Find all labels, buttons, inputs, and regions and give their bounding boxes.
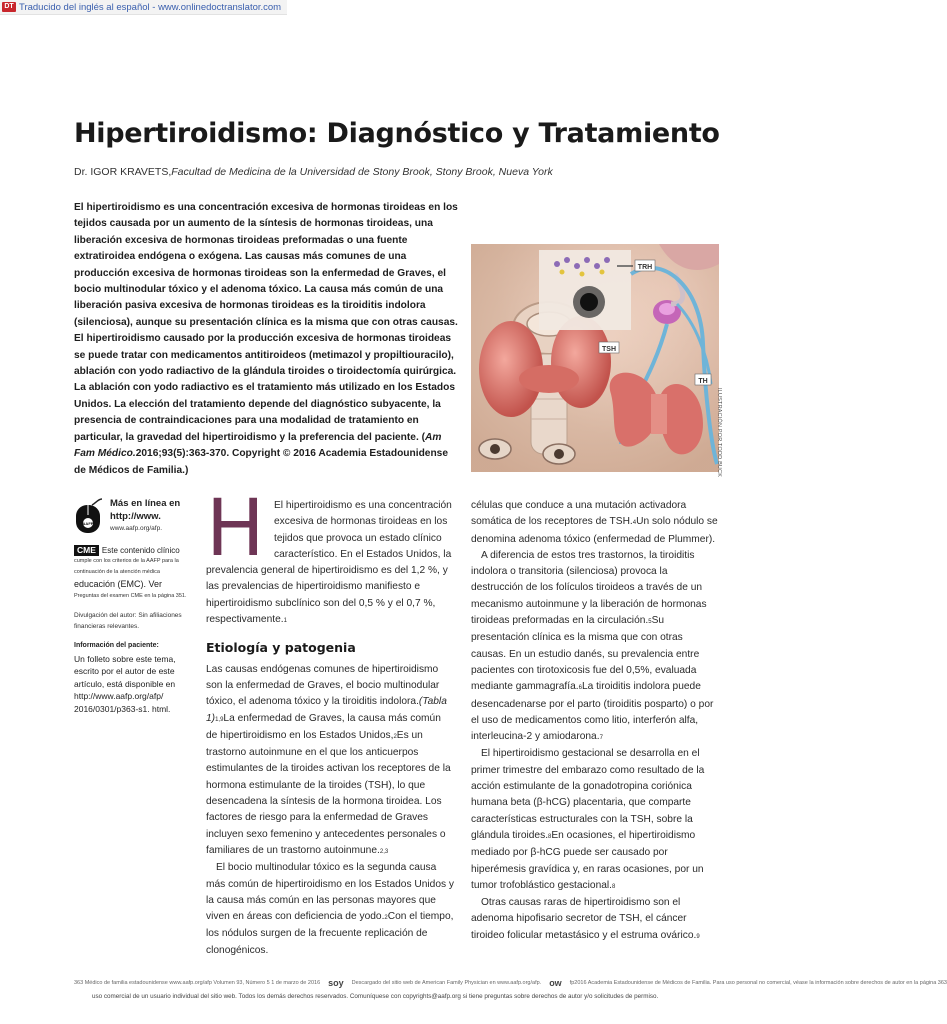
online-url-link[interactable]: www.aafp.org/afp.: [110, 525, 163, 532]
footnote-ref[interactable]: 8: [548, 833, 552, 840]
translator-banner-link[interactable]: Traducido del inglés al español - www.onlinedoctranslator.com: [19, 1, 282, 13]
online-resources[interactable]: [74, 497, 192, 535]
sidebar: [74, 497, 192, 715]
aafp-icon-text: AAFP: [82, 521, 94, 526]
thyroid-illustration-svg: [471, 244, 719, 472]
right-paragraph-3: El hipertiroidismo gestacional se desarrolla en el primer trimestre del embarazo como resultado de la acción estimulante de la gonadotropina coriónica humana beta (β-hCG) placentaria, que comparte características estructurales con la TSH, sobre la glándula tiroides.8En ocasiones, el hipertiroidismo mediado por β-hCG puede ser causado por hiperémesis gravídica y, en raras ocasiones, por un tumor trofoblástico gestacional.8: [471, 748, 705, 891]
footer-download-note: Descargado del sitio web de American Family Physician en www.aafp.org/afp.: [351, 980, 542, 986]
figure-label-tsh: TSH: [602, 346, 616, 353]
page-footer: [74, 976, 947, 990]
article-title: Hipertiroidismo: Diagnóstico y Tratamiento: [74, 118, 720, 149]
drop-cap: H: [206, 484, 265, 574]
author-name: Dr. IGOR KRAVETS,: [74, 166, 172, 178]
footnote-ref[interactable]: 1: [283, 618, 287, 625]
cme-info: [74, 545, 192, 602]
author-affiliation: Facultad de Medicina de la Universidad de Stony Brook, Stony Brook, Nueva York: [171, 166, 553, 178]
footnote-ref[interactable]: 5: [648, 619, 652, 626]
thyroid-illustration: [471, 244, 719, 472]
right-paragraph-2: A diferencia de estos tres trastornos, la tiroiditis indolora o transitoria (silenciosa) provoca la destrucción de los folículos tiroideos a través de un mecanismo autoinmune y la liberación de hormonas tiroideas preformadas en la circulación.5Su presentación clínica es la misma que con otras causas. En un estudio danés, su prevalencia entre pacientes con tirotoxicosis fue del 0,5%, evaluada mediante gammagrafía.6La tiroiditis indolora puede desencadenarse por el parto (tiroiditis posparto) o por el uso de medicamentos como litio, interferón alfa, interleucina-2 y amiodarona.7: [471, 549, 714, 743]
right-paragraph-4: Otras causas raras de hipertiroidismo son el adenoma hipofisario secretor de TSH, el cáncer tiroideo folicular metastásico y el estruma ovárico.9: [471, 897, 700, 941]
body-column-middle: [206, 484, 455, 959]
footnote-ref[interactable]: 4: [632, 520, 637, 527]
table-reference[interactable]: (Tabla 1): [206, 696, 447, 724]
footnote-ref[interactable]: 2: [384, 915, 388, 922]
illustration-credit: ILUSTRACIÓN POR TODD BUCK: [716, 388, 722, 478]
author-line: [74, 166, 714, 178]
patient-info-heading: Información del paciente:: [74, 642, 159, 649]
footnote-ref[interactable]: 6: [578, 685, 582, 692]
author-disclosure: Divulgación del autor: Sin afiliaciones financieras relevantes.: [74, 612, 182, 630]
right-paragraph-1: células que conduce a una mutación activadora somática de los receptores de TSH.4Un solo nódulo se denomina adenoma tóxico (enfermedad de Plummer).: [471, 500, 718, 545]
etiology-paragraph-2: El bocio multinodular tóxico es la segunda causa más común de hipertiroidismo en los Estados Unidos y la causa más común en las personas mayores que viven en áreas con deficiencia de yodo.2Con el tiempo, los nódulos surgen de la frecuente replicación de clonogénicos.: [206, 862, 455, 956]
online-label: Más en línea en http://www.: [110, 498, 181, 522]
abstract-text: El hipertiroidismo es una concentración excesiva de hormonas tiroideas en los tejidos causada por un aumento de la síntesis de hormonas tiroideas, una liberación excesiva de hormonas tiroideas preformadas o una fuente extratiroidea endógena o exógena. Las causas más comunes de una producción excesiva de hormonas tiroideas son la enfermedad de Graves, el bocio multinodular tóxico y el adenoma tóxico. La causa más común de una liberación pasiva excesiva de hormonas tiroideas es la tiroiditis indolora (silenciosa), aunque su presentación clínica es la misma que con otras causas. El hipertiroidismo causado por la producción excesiva de hormonas tiroideas se puede tratar con medicamentos antitiroideos (metimazol y propiltiouracilo), ablación con yodo radiactivo de la glándula tiroides o tiroidectomía quirúrgica. La ablación con yodo radiactivo es el tratamiento más utilizado en los Estados Unidos. La elección del tratamiento depende del diagnóstico subyacente, la presencia de contraindicaciones para una modalidad de tratamiento en particular, la gravedad del hipertiroidismo y la preferencia del paciente. (: [74, 202, 458, 443]
patient-information: [74, 640, 192, 715]
figure-label-trh: TRH: [637, 264, 653, 271]
footer-journal-info: 363 Médico de familia estadounidense www.aafp.org/afp Volumen 93, Número 5 1 de marzo de 2016: [74, 980, 321, 986]
figure-label-th: TH: [698, 378, 708, 385]
footnote-ref[interactable]: 2,3: [379, 848, 389, 855]
cme-criteria: cumple con los criterios de la AAFP para la continuación de la atención médica: [74, 558, 179, 575]
footnote-ref[interactable]: 1,9: [215, 716, 224, 723]
citation-details: 2016;93(5):363-370. Copyright © 2016 Academia Estadounidense de Médicos de Familia.): [74, 448, 449, 476]
patient-info-body[interactable]: Un folleto sobre este tema, escrito por el autor de este artículo, está disponible en http://www.aafp.org/afp/ 2016/0301/p363-s1. html.: [74, 653, 176, 714]
cme-education: educación (EMC). Ver: [74, 579, 163, 589]
citation-journal: Am Fam Médico.: [74, 431, 442, 460]
footer-rights-notice: uso comercial de un usuario individual del sitio web. Todos los demás derechos reservados. Comuníquese con copyrights@aafp.org si tiene preguntas sobre derechos de autor y/o solicitudes de permiso.: [92, 993, 659, 1000]
footer-fragment-2: ow: [549, 978, 562, 988]
section-heading-etiology: Etiología y patogenia: [206, 640, 356, 656]
footer-fragment-1: soy: [328, 978, 344, 988]
footer-copyright: fp2016 Academia Estadounidense de Médicos de Familia. Para uso personal no comercial, véase la información sobre derechos de autor en la página 363: [569, 980, 947, 986]
footnote-ref[interactable]: 9: [696, 933, 700, 940]
cme-questions: Preguntas del examen CME en la página 351.: [74, 593, 187, 599]
computer-mouse-icon: [74, 497, 104, 535]
footnote-ref[interactable]: 2: [393, 733, 397, 740]
etiology-paragraph-1: Las causas endógenas comunes de hipertiroidismo son la enfermedad de Graves, el bocio multinodular tóxico, el adenoma tóxico y la tiroiditis indolora.(Tabla 1)1,9La enfermedad de Graves, la causa más común de hipertiroidismo en los Estados Unidos,2Es un trastorno autoinmune en el que los anticuerpos estimulantes de la tiroides activan los receptores de la hormona estimulante de la tiroides (TSH), lo que desencadena la síntesis de la hormona tiroidea. Los factores de riesgo para la enfermedad de Graves incluyen sexo femenino y antecedentes personales o familiares de un trastorno autoinmune.2,3: [206, 663, 451, 856]
cme-badge: CME: [74, 545, 99, 556]
body-column-right: [471, 498, 719, 945]
footnote-ref[interactable]: 7: [599, 735, 603, 742]
translator-logo-icon: DT: [2, 2, 16, 12]
article-abstract: [74, 200, 459, 479]
intro-paragraph: El hipertiroidismo es una concentración excesiva de hormonas tiroideas en los tejidos que provoca un estado clínico característico. En el Estados Unidos, la prevalencia general de hipertiroidismo es del 1,2 %, y las prevalencias de hipertiroidismo manifiesto e hipertiroidismo subclínico son del 0,5 % y el 0,7 %, respectivamente.1: [206, 500, 452, 626]
translator-banner[interactable]: [0, 0, 287, 15]
cme-line1: Este contenido clínico: [101, 546, 180, 555]
footnote-ref[interactable]: 8: [612, 883, 616, 890]
